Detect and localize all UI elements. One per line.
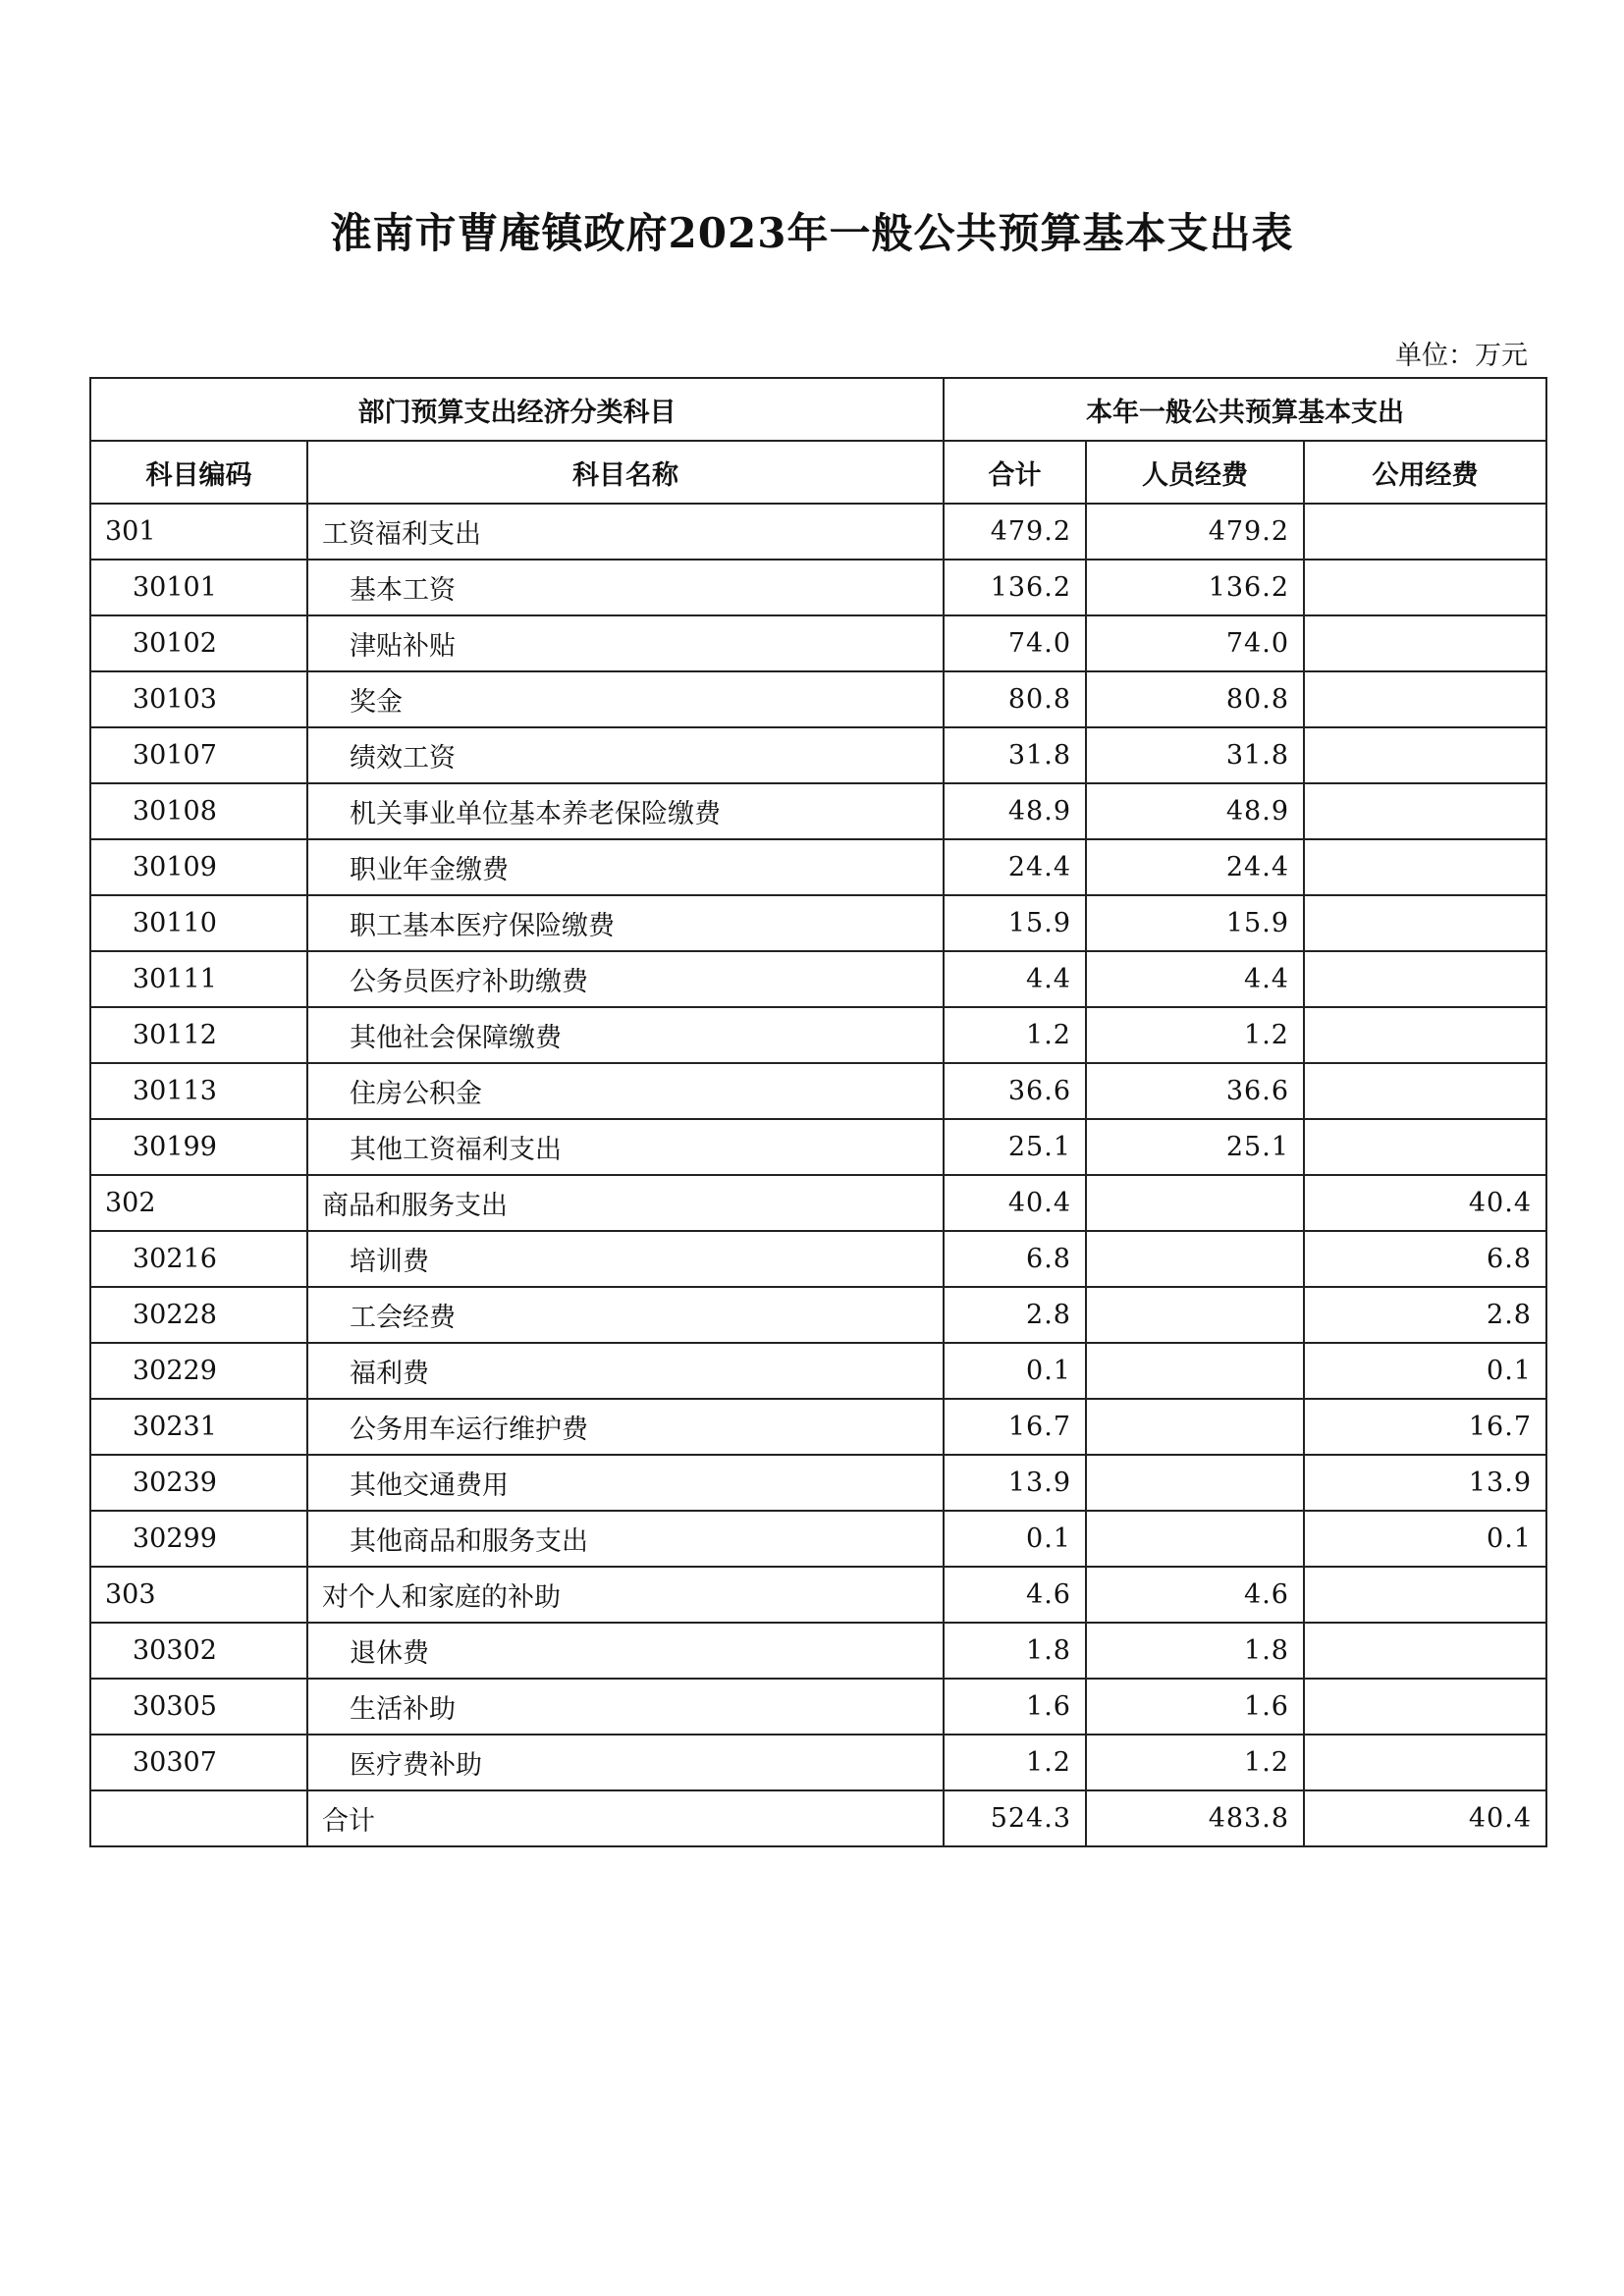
cell-name: 津贴补贴 <box>307 615 944 671</box>
cell-total: 6.8 <box>944 1231 1086 1287</box>
cell-code: 30102 <box>90 615 307 671</box>
cell-personnel: 15.9 <box>1086 895 1304 951</box>
cell-public <box>1304 783 1546 839</box>
cell-public <box>1304 951 1546 1007</box>
cell-name: 工会经费 <box>307 1287 944 1343</box>
header-group-right: 本年一般公共预算基本支出 <box>944 378 1546 441</box>
cell-public <box>1304 1119 1546 1175</box>
cell-name: 职业年金缴费 <box>307 839 944 895</box>
cell-total: 1.2 <box>944 1735 1086 1790</box>
cell-name: 对个人和家庭的补助 <box>307 1567 944 1623</box>
cell-total: 4.4 <box>944 951 1086 1007</box>
cell-public: 16.7 <box>1304 1399 1546 1455</box>
cell-name: 培训费 <box>307 1231 944 1287</box>
cell-code: 302 <box>90 1175 307 1231</box>
cell-personnel: 4.6 <box>1086 1567 1304 1623</box>
cell-name: 其他社会保障缴费 <box>307 1007 944 1063</box>
cell-total: 1.2 <box>944 1007 1086 1063</box>
cell-code: 30239 <box>90 1455 307 1511</box>
header-total: 合计 <box>944 441 1086 504</box>
table-row <box>90 1287 1546 1343</box>
table-row <box>90 1623 1546 1679</box>
cell-total: 36.6 <box>944 1063 1086 1119</box>
cell-name: 退休费 <box>307 1623 944 1679</box>
cell-name: 职工基本医疗保险缴费 <box>307 895 944 951</box>
cell-code: 30109 <box>90 839 307 895</box>
cell-personnel: 48.9 <box>1086 783 1304 839</box>
cell-total: 4.6 <box>944 1567 1086 1623</box>
cell-public <box>1304 504 1546 560</box>
table-row <box>90 895 1546 951</box>
cell-code: 30113 <box>90 1063 307 1119</box>
cell-personnel <box>1086 1455 1304 1511</box>
header-public: 公用经费 <box>1304 441 1546 504</box>
cell-personnel: 4.4 <box>1086 951 1304 1007</box>
cell-code: 30108 <box>90 783 307 839</box>
cell-name: 其他工资福利支出 <box>307 1119 944 1175</box>
table-row <box>90 839 1546 895</box>
cell-public <box>1304 1735 1546 1790</box>
cell-public <box>1304 560 1546 615</box>
table-row <box>90 1343 1546 1399</box>
cell-name: 其他商品和服务支出 <box>307 1511 944 1567</box>
page-title: 淮南市曹庵镇政府2023年一般公共预算基本支出表 <box>330 209 1294 257</box>
cell-code: 30229 <box>90 1343 307 1399</box>
cell-code: 30103 <box>90 671 307 727</box>
cell-code: 30231 <box>90 1399 307 1455</box>
cell-name: 福利费 <box>307 1343 944 1399</box>
cell-total: 15.9 <box>944 895 1086 951</box>
cell-public <box>1304 671 1546 727</box>
unit-label: 单位：万元 <box>1395 341 1528 371</box>
header-group-left: 部门预算支出经济分类科目 <box>90 378 944 441</box>
cell-personnel <box>1086 1287 1304 1343</box>
cell-code: 30199 <box>90 1119 307 1175</box>
cell-personnel: 25.1 <box>1086 1119 1304 1175</box>
cell-public <box>1304 1567 1546 1623</box>
cell-personnel: 1.2 <box>1086 1007 1304 1063</box>
cell-code: 30112 <box>90 1007 307 1063</box>
cell-total: 479.2 <box>944 504 1086 560</box>
header-name: 科目名称 <box>307 441 944 504</box>
cell-total: 74.0 <box>944 615 1086 671</box>
cell-total: 1.8 <box>944 1623 1086 1679</box>
cell-total: 136.2 <box>944 560 1086 615</box>
cell-code: 301 <box>90 504 307 560</box>
cell-public: 2.8 <box>1304 1287 1546 1343</box>
table-row <box>90 504 1546 560</box>
header-row-group <box>90 378 1546 441</box>
table-row <box>90 1455 1546 1511</box>
cell-total: 1.6 <box>944 1679 1086 1735</box>
cell-public <box>1304 727 1546 783</box>
cell-public <box>1304 839 1546 895</box>
cell-code: 30307 <box>90 1735 307 1790</box>
cell-total: 80.8 <box>944 671 1086 727</box>
cell-name: 奖金 <box>307 671 944 727</box>
cell-personnel: 1.8 <box>1086 1623 1304 1679</box>
table-row <box>90 1007 1546 1063</box>
cell-code: 30305 <box>90 1679 307 1735</box>
cell-personnel: 80.8 <box>1086 671 1304 727</box>
cell-name: 生活补助 <box>307 1679 944 1735</box>
cell-name: 住房公积金 <box>307 1063 944 1119</box>
cell-name: 基本工资 <box>307 560 944 615</box>
table-row <box>90 951 1546 1007</box>
cell-total: 24.4 <box>944 839 1086 895</box>
cell-public: 13.9 <box>1304 1455 1546 1511</box>
table-row <box>90 1231 1546 1287</box>
cell-personnel: 74.0 <box>1086 615 1304 671</box>
table-body <box>90 504 1546 1846</box>
summary-name: 合计 <box>307 1790 944 1846</box>
cell-code: 303 <box>90 1567 307 1623</box>
cell-public <box>1304 1623 1546 1679</box>
header-personnel: 人员经费 <box>1086 441 1304 504</box>
cell-personnel: 24.4 <box>1086 839 1304 895</box>
cell-public <box>1304 895 1546 951</box>
summary-row <box>90 1790 1546 1846</box>
cell-total: 16.7 <box>944 1399 1086 1455</box>
cell-total: 0.1 <box>944 1343 1086 1399</box>
table-row <box>90 1063 1546 1119</box>
cell-code: 30299 <box>90 1511 307 1567</box>
cell-public <box>1304 1679 1546 1735</box>
table-row <box>90 783 1546 839</box>
cell-personnel: 136.2 <box>1086 560 1304 615</box>
table-row <box>90 1511 1546 1567</box>
cell-name: 公务员医疗补助缴费 <box>307 951 944 1007</box>
cell-public: 0.1 <box>1304 1343 1546 1399</box>
table-row <box>90 1679 1546 1735</box>
cell-total: 2.8 <box>944 1287 1086 1343</box>
summary-code <box>90 1790 307 1846</box>
cell-name: 医疗费补助 <box>307 1735 944 1790</box>
table-row <box>90 1567 1546 1623</box>
cell-personnel: 36.6 <box>1086 1063 1304 1119</box>
cell-personnel: 479.2 <box>1086 504 1304 560</box>
cell-personnel <box>1086 1511 1304 1567</box>
cell-public <box>1304 1007 1546 1063</box>
cell-public <box>1304 1063 1546 1119</box>
table-row <box>90 671 1546 727</box>
header-code: 科目编码 <box>90 441 307 504</box>
table-row <box>90 1175 1546 1231</box>
cell-name: 公务用车运行维护费 <box>307 1399 944 1455</box>
cell-public: 6.8 <box>1304 1231 1546 1287</box>
cell-name: 商品和服务支出 <box>307 1175 944 1231</box>
budget-table <box>89 377 1547 1847</box>
cell-public: 40.4 <box>1304 1175 1546 1231</box>
cell-name: 机关事业单位基本养老保险缴费 <box>307 783 944 839</box>
table-row <box>90 1119 1546 1175</box>
cell-personnel <box>1086 1175 1304 1231</box>
cell-name: 绩效工资 <box>307 727 944 783</box>
table-row <box>90 1399 1546 1455</box>
cell-total: 0.1 <box>944 1511 1086 1567</box>
header-row-columns <box>90 441 1546 504</box>
cell-name: 其他交通费用 <box>307 1455 944 1511</box>
cell-total: 48.9 <box>944 783 1086 839</box>
cell-personnel: 1.6 <box>1086 1679 1304 1735</box>
cell-total: 13.9 <box>944 1455 1086 1511</box>
cell-personnel <box>1086 1343 1304 1399</box>
cell-code: 30228 <box>90 1287 307 1343</box>
cell-code: 30302 <box>90 1623 307 1679</box>
cell-code: 30107 <box>90 727 307 783</box>
cell-total: 31.8 <box>944 727 1086 783</box>
summary-personnel: 483.8 <box>1086 1790 1304 1846</box>
cell-total: 25.1 <box>944 1119 1086 1175</box>
table-row <box>90 1735 1546 1790</box>
table-row <box>90 615 1546 671</box>
cell-personnel: 1.2 <box>1086 1735 1304 1790</box>
cell-personnel: 31.8 <box>1086 727 1304 783</box>
summary-public: 40.4 <box>1304 1790 1546 1846</box>
cell-personnel <box>1086 1399 1304 1455</box>
cell-personnel <box>1086 1231 1304 1287</box>
cell-name: 工资福利支出 <box>307 504 944 560</box>
cell-total: 40.4 <box>944 1175 1086 1231</box>
table-row <box>90 727 1546 783</box>
cell-public <box>1304 615 1546 671</box>
summary-total: 524.3 <box>944 1790 1086 1846</box>
cell-code: 30111 <box>90 951 307 1007</box>
cell-code: 30110 <box>90 895 307 951</box>
cell-code: 30216 <box>90 1231 307 1287</box>
cell-code: 30101 <box>90 560 307 615</box>
table-row <box>90 560 1546 615</box>
cell-public: 0.1 <box>1304 1511 1546 1567</box>
